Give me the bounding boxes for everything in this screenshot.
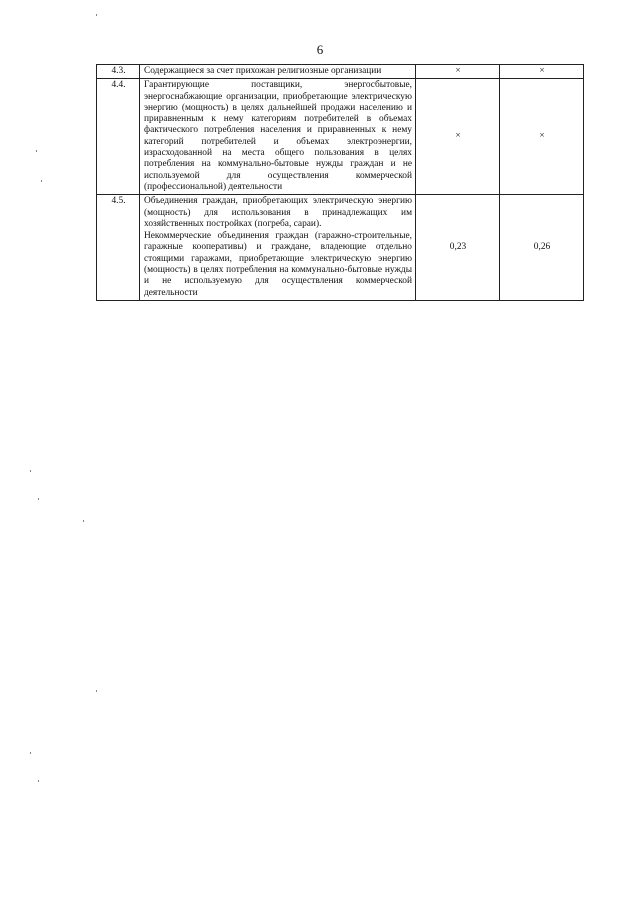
scan-speck <box>30 470 31 472</box>
row-description <box>140 65 416 79</box>
page-number: 6 <box>316 42 324 57</box>
scan-speck <box>38 498 39 500</box>
scan-speck <box>36 150 37 152</box>
tariff-table <box>96 64 584 301</box>
table-row <box>97 79 584 195</box>
value-cell-1: 0,23 <box>416 195 500 301</box>
description-paragraph: Гарантирующие поставщики, энергосбытовые, энергоснабжающие организации, приобретающие электрическую энергию (мощность) в целях дальнейшей продажи населению и приравненным к нему категориям потребителей в объемах фактического потребления населения и приравненных к нему категорий потребителей и объемах электроэнергии, израсходованной на места общего пользования в целях потребления на коммунально-бытовые нужды граждан и не используемой для осуществления коммерческой (профессиональной) деятельности <box>144 80 412 192</box>
scan-speck <box>96 690 97 692</box>
value-cell-2: × <box>500 65 584 79</box>
value-cell-2: × <box>500 79 584 195</box>
description-paragraph: Некоммерческие объединения граждан (гаражно-строительные, гаражные кооперативы) и граждане, владеющие отдельно стоящими гаражами, приобретающие электрическую энергию (мощность) в целях потребления на коммунально-бытовые нужды и не используемую для осуществления коммерческой деятельности <box>144 231 412 298</box>
row-number: 4.3. <box>97 65 140 79</box>
table-row <box>97 195 584 301</box>
row-number: 4.5. <box>97 195 140 301</box>
scan-speck <box>96 14 97 16</box>
value-cell-2: 0,26 <box>500 195 584 301</box>
value-cell-1: × <box>416 65 500 79</box>
value-cell-1: × <box>416 79 500 195</box>
scan-speck <box>30 752 31 754</box>
description-paragraph: Объединения граждан, приобретающих электрическую энергию (мощность) для использования в принадлежащих им хозяйственных постройках (погреба, сараи). <box>144 196 412 229</box>
row-number: 4.4. <box>97 79 140 195</box>
scan-speck <box>38 780 39 782</box>
row-description <box>140 79 416 195</box>
scan-speck <box>83 520 84 522</box>
row-description <box>140 195 416 301</box>
description-paragraph: Содержащиеся за счет прихожан религиозные организации <box>144 66 382 76</box>
scan-speck <box>41 180 42 182</box>
table-row <box>97 65 584 79</box>
